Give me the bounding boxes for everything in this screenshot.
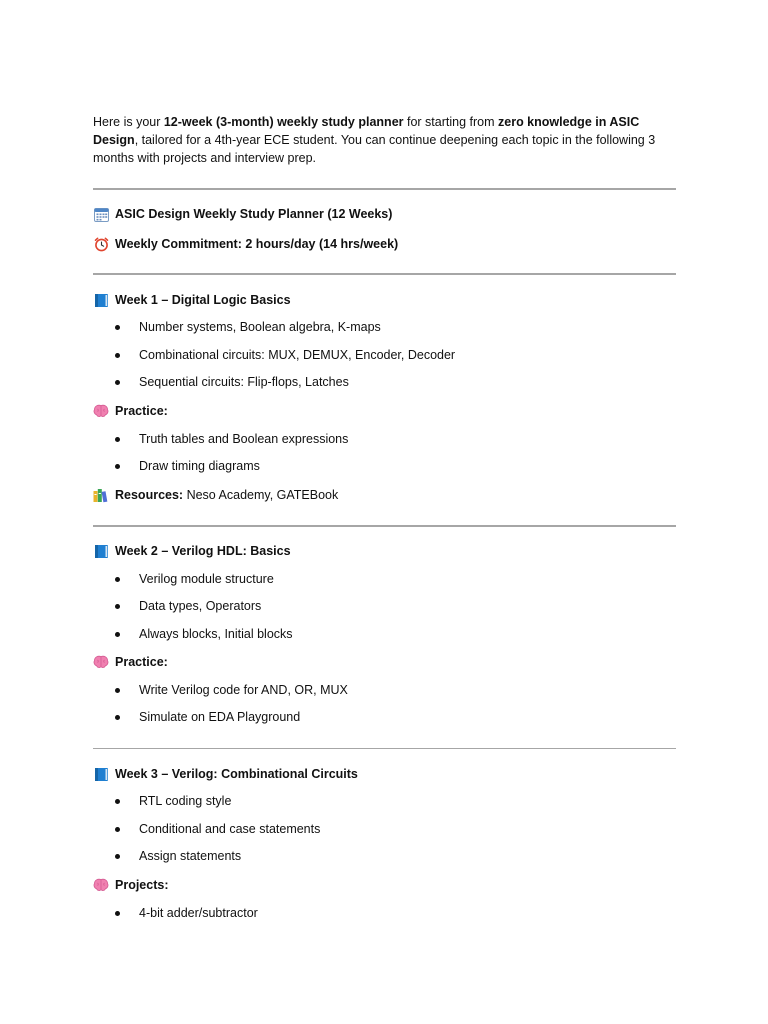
divider xyxy=(93,188,676,190)
week1-title: Week 1 – Digital Logic Basics xyxy=(115,293,291,307)
list-item: Truth tables and Boolean expressions xyxy=(115,430,348,448)
practice-label: Practice: xyxy=(115,655,168,669)
week3-title: Week 3 – Verilog: Combinational Circuits xyxy=(115,767,358,781)
blue-book-icon xyxy=(93,543,109,559)
blue-book-icon xyxy=(93,292,109,308)
week1-practice-heading xyxy=(93,402,168,420)
list-item: Always blocks, Initial blocks xyxy=(115,625,293,643)
week2-practice-heading xyxy=(93,653,168,671)
list-item: Assign statements xyxy=(115,847,241,865)
planner-title-row xyxy=(93,205,392,223)
intro-text-1: Here is your xyxy=(93,115,164,129)
commitment-row xyxy=(93,235,398,253)
list-item: 4-bit adder/subtractor xyxy=(115,904,258,922)
week2-title: Week 2 – Verilog HDL: Basics xyxy=(115,544,291,558)
list-item: Number systems, Boolean algebra, K-maps xyxy=(115,318,381,336)
week1-heading xyxy=(93,291,291,309)
list-item: Verilog module structure xyxy=(115,570,274,588)
intro-bold-2: zero knowledge in ASIC Design xyxy=(93,115,640,147)
document-page xyxy=(93,113,676,920)
week1-resources xyxy=(93,486,338,504)
books-icon xyxy=(93,487,109,503)
alarm-clock-icon xyxy=(93,236,109,252)
list-item: Conditional and case statements xyxy=(115,820,320,838)
list-item: Sequential circuits: Flip-flops, Latches xyxy=(115,373,349,391)
list-item: Data types, Operators xyxy=(115,597,261,615)
list-item: Write Verilog code for AND, OR, MUX xyxy=(115,681,348,699)
resources-text: Neso Academy, GATEBook xyxy=(183,488,339,502)
resources-label: Resources: xyxy=(115,488,184,502)
intro-bold-1: 12-week (3-month) weekly study planner xyxy=(163,115,404,129)
planner-title: ASIC Design Weekly Study Planner (12 Weeks) xyxy=(115,207,393,221)
brain-icon xyxy=(93,877,109,893)
week3-heading xyxy=(93,765,358,783)
list-item: RTL coding style xyxy=(115,792,231,810)
list-item: Draw timing diagrams xyxy=(115,457,260,475)
divider xyxy=(93,273,676,275)
list-item: Combinational circuits: MUX, DEMUX, Encoder, Decoder xyxy=(115,346,455,364)
brain-icon xyxy=(93,654,109,670)
list-item: Simulate on EDA Playground xyxy=(115,708,300,726)
commitment-text: Weekly Commitment: 2 hours/day (14 hrs/week) xyxy=(115,237,399,251)
blue-book-icon xyxy=(93,766,109,782)
brain-icon xyxy=(93,403,109,419)
practice-label: Practice: xyxy=(115,404,168,418)
intro-text-3: , tailored for a 4th-year ECE student. You can continue deepening each topic in the following 3 months with projects and interview prep. xyxy=(93,133,656,165)
week2-heading xyxy=(93,542,291,560)
calendar-icon xyxy=(93,206,109,222)
divider xyxy=(93,525,676,527)
divider xyxy=(93,748,676,749)
intro-paragraph xyxy=(93,113,676,167)
week3-projects-heading xyxy=(93,876,169,894)
intro-text-2: for starting from xyxy=(403,115,498,129)
projects-label: Projects: xyxy=(115,878,169,892)
